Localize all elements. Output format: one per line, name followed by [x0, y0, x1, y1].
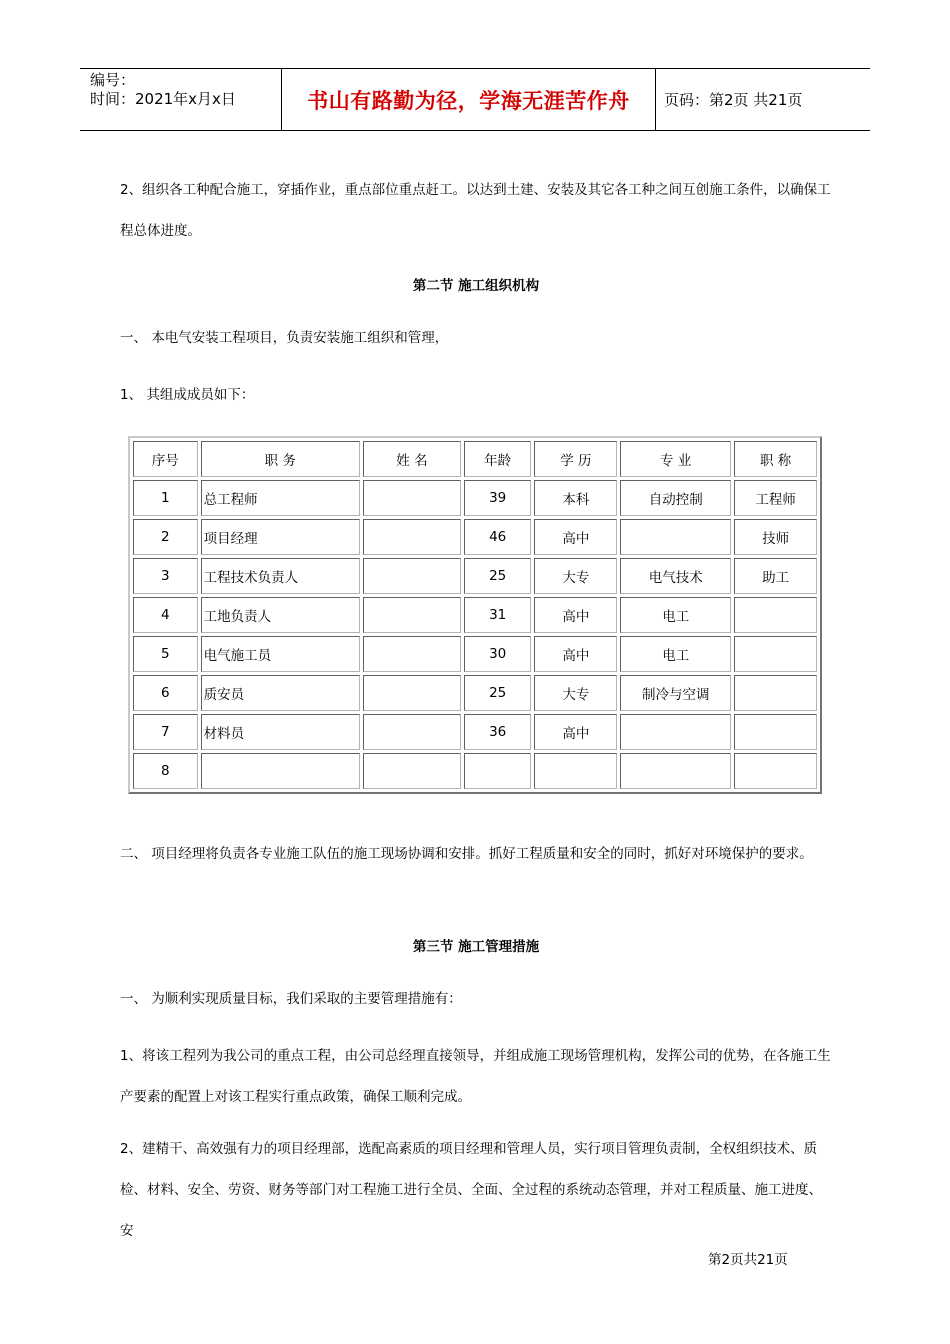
table-cell: 39 [464, 480, 532, 516]
paragraph-coordination: 2、组织各工种配合施工，穿插作业，重点部位重点赶工。以达到土建、安装及其它各工种之间互创施工条件，以确保工程总体进度。 [120, 182, 831, 239]
table-cell: 本科 [534, 480, 617, 516]
table-cell: 高中 [534, 519, 617, 555]
page-header [80, 68, 870, 131]
table-cell: 电气施工员 [201, 636, 360, 672]
paragraph-project-department: 2、建精干、高效强有力的项目经理部，选配高素质的项目经理和管理人员，实行项目管理负责制，全权组织技术、质检、材料、安全、劳资、财务等部门对工程施工进行全员、全面、全过程的系统动态管理，并对工程质量、施工进度、安 [120, 1141, 822, 1239]
staff-table [128, 436, 822, 794]
table-cell: 4 [133, 597, 198, 633]
table-header-cell: 年龄 [464, 441, 532, 477]
table-cell: 36 [464, 714, 532, 750]
table-cell: 工程师 [734, 480, 817, 516]
table-cell [363, 519, 461, 555]
table-row [133, 558, 817, 594]
paragraph-manager-duty: 二、 项目经理将负责各专业施工队伍的施工现场协调和安排。抓好工程质量和安全的同时，抓好对环境保护的要求。 [120, 846, 813, 862]
table-cell: 25 [464, 558, 532, 594]
table-cell: 2 [133, 519, 198, 555]
header-page-number: 页码：第2页 共21页 [664, 91, 803, 109]
table-row [133, 753, 817, 789]
table-cell: 3 [133, 558, 198, 594]
table-cell: 制冷与空调 [620, 675, 731, 711]
section-title-management: 第三节 施工管理措施 [412, 939, 540, 955]
table-header-cell: 职 务 [201, 441, 360, 477]
table-row [133, 597, 817, 633]
table-cell: 助工 [734, 558, 817, 594]
table-cell [534, 753, 617, 789]
table-cell [734, 675, 817, 711]
table-cell: 6 [133, 675, 198, 711]
table-cell: 高中 [534, 597, 617, 633]
table-cell: 1 [133, 480, 198, 516]
table-cell [620, 753, 731, 789]
table-cell: 大专 [534, 675, 617, 711]
table-cell [201, 753, 360, 789]
table-header-cell: 姓 名 [363, 441, 461, 477]
footer-page-number: 第2页共21页 [708, 1252, 788, 1268]
header-motto: 书山有路勤为径，学海无涯苦作舟 [307, 89, 630, 113]
table-cell [464, 753, 532, 789]
section-title-organization: 第二节 施工组织机构 [412, 278, 540, 294]
table-row [133, 519, 817, 555]
table-cell [363, 753, 461, 789]
table-cell: 30 [464, 636, 532, 672]
table-row [133, 675, 817, 711]
table-cell: 材料员 [201, 714, 360, 750]
table-cell [734, 597, 817, 633]
table-cell [363, 636, 461, 672]
table-cell: 46 [464, 519, 532, 555]
staff-table-body [133, 441, 817, 789]
table-row [133, 480, 817, 516]
table-cell: 总工程师 [201, 480, 360, 516]
table-cell [734, 636, 817, 672]
table-header-cell: 专 业 [620, 441, 731, 477]
header-number: 编号： [90, 71, 136, 89]
table-cell: 8 [133, 753, 198, 789]
table-cell: 自动控制 [620, 480, 731, 516]
header-divider [655, 69, 656, 130]
table-cell [620, 714, 731, 750]
table-header-cell: 职 称 [734, 441, 817, 477]
table-cell [363, 675, 461, 711]
table-cell: 工地负责人 [201, 597, 360, 633]
table-cell: 电工 [620, 597, 731, 633]
table-header-cell: 学 历 [534, 441, 617, 477]
table-row [133, 636, 817, 672]
table-cell [363, 558, 461, 594]
table-cell: 7 [133, 714, 198, 750]
table-cell: 高中 [534, 636, 617, 672]
header-meta [90, 71, 236, 109]
table-cell [734, 714, 817, 750]
list-item-project-management: 一、 本电气安装工程项目，负责安装施工组织和管理， [120, 330, 449, 346]
table-row [133, 714, 817, 750]
table-cell [363, 480, 461, 516]
table-cell: 项目经理 [201, 519, 360, 555]
table-cell: 质安员 [201, 675, 360, 711]
header-date: 时间：2021年x月x日 [90, 90, 236, 108]
table-cell: 电气技术 [620, 558, 731, 594]
table-cell: 25 [464, 675, 532, 711]
table-cell [363, 597, 461, 633]
table-cell: 电工 [620, 636, 731, 672]
table-cell: 技师 [734, 519, 817, 555]
table-cell: 5 [133, 636, 198, 672]
table-cell: 大专 [534, 558, 617, 594]
list-item-members: 1、 其组成成员如下： [120, 387, 255, 403]
table-cell [734, 753, 817, 789]
table-cell: 高中 [534, 714, 617, 750]
table-cell [620, 519, 731, 555]
list-item-quality-measures: 一、 为顺利实现质量目标，我们采取的主要管理措施有： [120, 991, 462, 1007]
table-cell: 31 [464, 597, 532, 633]
table-header-row [133, 441, 817, 477]
table-header-cell: 序号 [133, 441, 198, 477]
paragraph-key-project: 1、将该工程列为我公司的重点工程，由公司总经理直接领导，并组成施工现场管理机构，发挥公司的优势，在各施工生产要素的配置上对该工程实行重点政策，确保工顺利完成。 [120, 1048, 831, 1105]
table-cell [363, 714, 461, 750]
table-cell: 工程技术负责人 [201, 558, 360, 594]
